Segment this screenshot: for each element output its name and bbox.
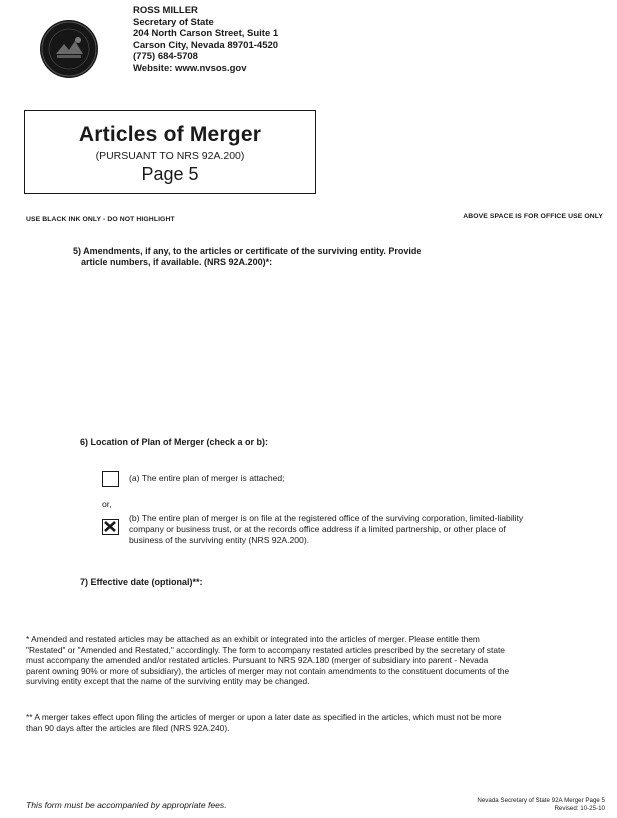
page-label: Page 5: [141, 164, 199, 184]
revision-date: Revised: 10-25-10: [554, 805, 605, 812]
footnote-1-line-1: * Amended and restated articles may be attached as an exhibit or integrated into the articles of merger. Please entitle them: [26, 634, 480, 644]
address-line-2: Carson City, Nevada 89701-4520: [133, 39, 279, 51]
option-b-label: [129, 513, 523, 546]
form-revision-info: [477, 797, 605, 813]
form-title: Articles of Merger: [78, 123, 262, 146]
office-use-notice: ABOVE SPACE IS FOR OFFICE USE ONLY: [463, 213, 603, 220]
section-5-heading: [73, 246, 421, 268]
option-b-line-3: business of the surviving entity (NRS 92A.200).: [129, 535, 310, 545]
footnote-effective-date: [26, 712, 606, 733]
address-line-1: 204 North Carson Street, Suite 1: [133, 28, 279, 39]
option-a-checkbox[interactable]: [102, 471, 119, 487]
or-label: or,: [102, 499, 112, 509]
form-subtitle: (PURSUANT TO NRS 92A.200): [95, 150, 245, 162]
state-seal-logo: [40, 20, 98, 78]
footnote-1-line-3: must accompany the amended and/or restated articles. Pursuant to NRS 92A.180 (merger of subsidiary into parent - Nevada: [26, 655, 489, 665]
official-title: Secretary of State: [133, 16, 214, 28]
ink-notice: USE BLACK INK ONLY - DO NOT HIGHLIGHT: [26, 216, 175, 223]
section-5-line-1: 5) Amendments, if any, to the articles or certificate of the surviving entity. Provide: [73, 246, 422, 256]
website: Website: www.nvsos.gov: [133, 62, 247, 74]
footnote-1-line-2: "Restated" or "Amended and Restated," accordingly. The form to accompany restated articles prescribed by the secretary of state: [26, 644, 505, 655]
option-b-line-2: company or business trust, or at the records office address if a limited partnership, or other place of: [129, 524, 506, 534]
official-name: ROSS MILLER: [133, 5, 198, 16]
footnote-1-line-4: parent owning 90% or more of subsidiary), the articles of merger may not contain amendments to the constituent documents of the: [26, 665, 510, 676]
section-6-heading: 6) Location of Plan of Merger (check a or b):: [80, 437, 269, 447]
phone-number: (775) 684-5708: [133, 51, 198, 62]
fees-notice: This form must be accompanied by appropriate fees.: [26, 800, 227, 810]
effective-date-field[interactable]: [220, 574, 580, 590]
option-b-line-1: (b) The entire plan of merger is on file at the registered office of the surviving corporation, limited-liability: [129, 513, 524, 523]
form-id: Nevada Secretary of State 92A Merger Page 5: [477, 797, 605, 804]
agency-header: [133, 5, 278, 74]
option-a-label: (a) The entire plan of merger is attached;: [129, 473, 285, 483]
option-b-checkbox[interactable]: [102, 519, 119, 535]
footnote-2-line-1: ** A merger takes effect upon filing the articles of merger or upon a later date as specified in the articles, which must not be more: [26, 712, 502, 722]
footnote-2-line-2: than 90 days after the articles are filed (NRS 92A.240).: [26, 722, 230, 733]
section-7-heading: 7) Effective date (optional)**:: [80, 577, 203, 587]
footnote-restated-articles: [26, 634, 606, 687]
form-title-box: [24, 110, 316, 194]
section-5-line-2: article numbers, if available. (NRS 92A.200)*:: [81, 257, 273, 267]
footnote-1-line-5: surviving entity except that the name of the surviving entity may be changed.: [26, 676, 310, 686]
amendments-field[interactable]: [80, 272, 580, 422]
